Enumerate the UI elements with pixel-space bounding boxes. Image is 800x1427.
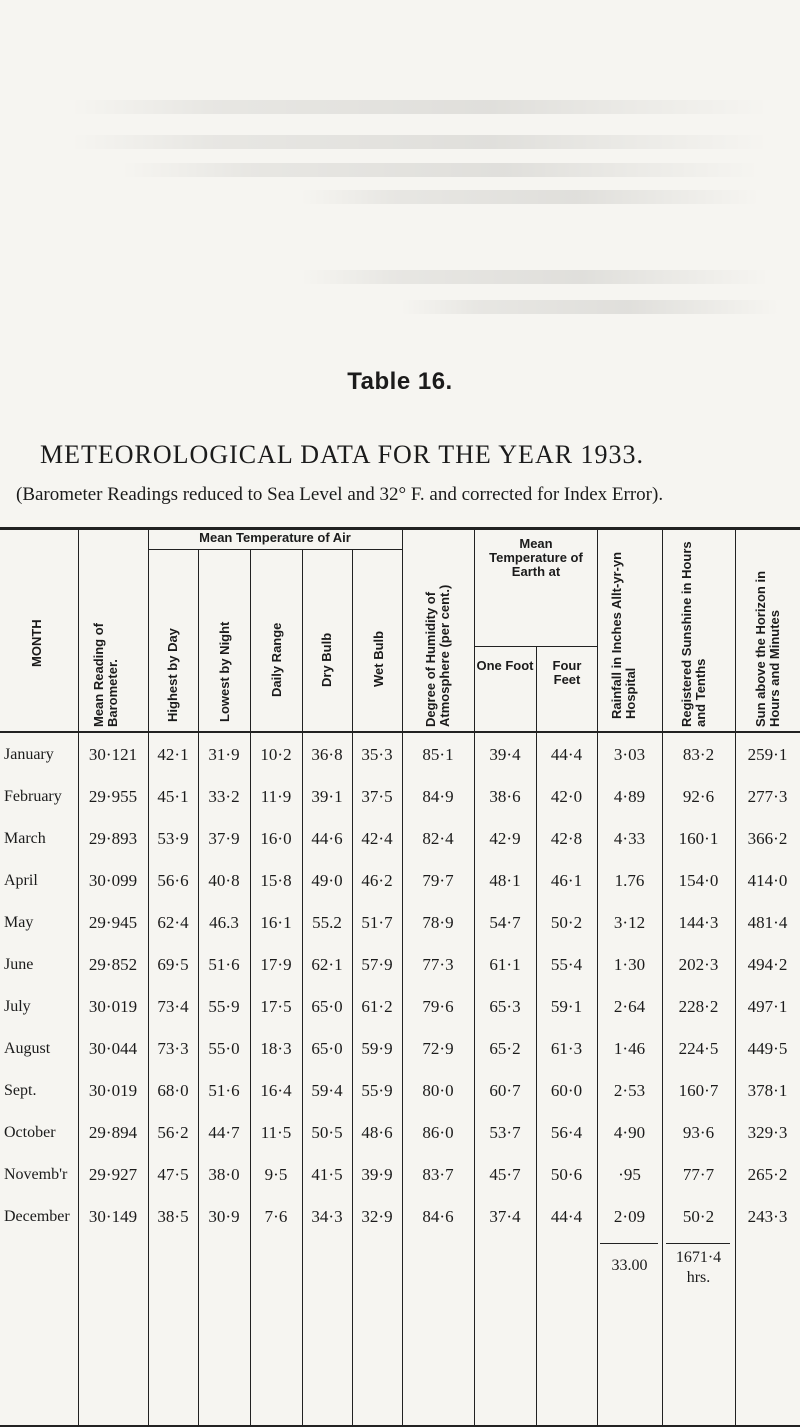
table-row: [0, 945, 800, 985]
cell-horizon: 494·2: [747, 955, 788, 974]
cell-high: 73·4: [157, 997, 189, 1016]
cell-dry: 44·6: [311, 829, 343, 848]
cell-wet: 61·2: [361, 997, 393, 1016]
cell-dry: 34·3: [311, 1207, 343, 1226]
cell-month: February: [4, 788, 62, 805]
cell-e1: 42·9: [489, 829, 521, 848]
cell-rain: 1·30: [613, 955, 646, 974]
cell-hum: 85·1: [422, 745, 454, 764]
cell-sun: 50·2: [682, 1207, 715, 1226]
table-row: [0, 1029, 800, 1069]
cell-low: 40·8: [208, 871, 240, 890]
table-top-rule: [0, 527, 800, 530]
cell-dry: 65·0: [311, 1039, 343, 1058]
cell-e1: 39·4: [489, 745, 521, 764]
cell-rain: 3·12: [613, 913, 646, 932]
table-row: [0, 861, 800, 901]
cell-sun: 144·3: [678, 913, 719, 932]
cell-e4: 56·4: [550, 1123, 583, 1142]
cell-horizon: 497·1: [747, 997, 788, 1016]
cell-month: March: [4, 830, 46, 847]
cell-e1: 38·6: [489, 787, 521, 806]
cell-hum: 82·4: [422, 829, 454, 848]
cell-baro: 30·149: [88, 1207, 138, 1226]
cell-rain: 1·46: [613, 1039, 646, 1058]
cell-range: 15·8: [260, 871, 292, 890]
cell-baro: 30·019: [88, 997, 138, 1016]
cell-e4: 50·6: [550, 1165, 583, 1184]
header-month: MONTH: [29, 619, 44, 667]
cell-range: 7·6: [264, 1207, 288, 1226]
cell-low: 30·9: [208, 1207, 240, 1226]
cell-month: December: [4, 1208, 70, 1225]
cell-e4: 44·4: [550, 745, 583, 764]
cell-baro: 30·099: [88, 871, 138, 890]
cell-range: 10·2: [260, 745, 292, 764]
header-dry-bulb: Dry Bulb: [319, 632, 334, 687]
cell-rain: 4·90: [613, 1123, 646, 1142]
cell-wet: 32·9: [361, 1207, 393, 1226]
cell-hum: 77·3: [422, 955, 454, 974]
header-lowest-night: Lowest by Night: [217, 621, 232, 722]
total-rainfall: 33.00: [611, 1257, 648, 1274]
cell-baro: 29·955: [88, 787, 138, 806]
cell-horizon: 481·4: [747, 913, 788, 932]
cell-rain: 4·89: [613, 787, 646, 806]
cell-wet: 46·2: [361, 871, 393, 890]
cell-range: 11·5: [260, 1123, 292, 1142]
table-row: [0, 1071, 800, 1111]
header-wet-bulb: Wet Bulb: [371, 630, 386, 687]
cell-e4: 44·4: [550, 1207, 583, 1226]
header-highest-day: Highest by Day: [165, 628, 180, 722]
cell-baro: 29·927: [88, 1165, 138, 1184]
header-one-foot: One Foot: [476, 658, 534, 673]
cell-e1: 60·7: [489, 1081, 521, 1100]
cell-e4: 42·0: [550, 787, 583, 806]
page-title: METEOROLOGICAL DATA FOR THE YEAR 1933.: [40, 440, 645, 469]
cell-high: 42·1: [157, 745, 189, 764]
cell-month: June: [4, 956, 34, 973]
cell-sun: 160·7: [678, 1081, 719, 1100]
cell-range: 9·5: [264, 1165, 288, 1184]
cell-dry: 36·8: [311, 745, 343, 764]
total-sunshine-unit: hrs.: [686, 1269, 711, 1286]
cell-sun: 77·7: [682, 1165, 715, 1184]
cell-wet: 42·4: [361, 829, 393, 848]
cell-month: July: [4, 998, 31, 1015]
cell-hum: 84·6: [422, 1207, 454, 1226]
cell-low: 51·6: [208, 1081, 240, 1100]
cell-high: 73·3: [157, 1039, 189, 1058]
cell-wet: 37·5: [361, 787, 393, 806]
header-sunshine: Registered Sunshine in Hours and Tenths: [679, 541, 708, 727]
cell-month: Novemb'r: [4, 1166, 68, 1183]
cell-horizon: 277·3: [747, 787, 788, 806]
table-row: [0, 1197, 800, 1237]
cell-wet: 55·9: [361, 1081, 393, 1100]
cell-month: August: [4, 1040, 51, 1057]
cell-dry: 41·5: [311, 1165, 343, 1184]
cell-month: October: [4, 1124, 56, 1141]
cell-range: 16·0: [260, 829, 292, 848]
cell-low: 37·9: [208, 829, 240, 848]
air-temp-rule: [148, 549, 402, 550]
header-rainfall: Rainfall in Inches Allt-yr-yn Hospital: [609, 551, 638, 719]
cell-horizon: 449·5: [747, 1039, 788, 1058]
cell-sun: 228·2: [678, 997, 719, 1016]
cell-dry: 55.2: [312, 913, 342, 932]
cell-low: 33·2: [208, 787, 240, 806]
cell-e1: 65·2: [489, 1039, 521, 1058]
cell-range: 16·1: [260, 913, 292, 932]
cell-low: 44·7: [208, 1123, 240, 1142]
table-row: [0, 903, 800, 943]
cell-sun: 83·2: [682, 745, 715, 764]
cell-baro: 30·019: [88, 1081, 138, 1100]
cell-low: 51·6: [208, 955, 240, 974]
cell-hum: 83·7: [422, 1165, 454, 1184]
table-label: Table 16.: [347, 368, 453, 395]
cell-hum: 84·9: [422, 787, 454, 806]
cell-e1: 53·7: [489, 1123, 521, 1142]
cell-range: 18·3: [260, 1039, 292, 1058]
cell-horizon: 265·2: [747, 1165, 788, 1184]
cell-rain: 2·64: [613, 997, 646, 1016]
cell-baro: 30·044: [88, 1039, 138, 1058]
cell-wet: 57·9: [361, 955, 393, 974]
cell-horizon: 378·1: [747, 1081, 788, 1100]
cell-baro: 29·894: [88, 1123, 138, 1142]
cell-low: 46.3: [209, 913, 239, 932]
cell-dry: 39·1: [311, 787, 343, 806]
cell-hum: 72·9: [422, 1039, 454, 1058]
cell-rain: 4·33: [613, 829, 646, 848]
header-bottom-rule: [0, 731, 800, 733]
header-sun-horizon: Sun above the Horizon in Hours and Minutes: [753, 570, 782, 727]
cell-horizon: 329·3: [747, 1123, 788, 1142]
cell-high: 69·5: [157, 955, 189, 974]
cell-range: 17·9: [260, 955, 292, 974]
header-humidity: Degree of Humidity of Atmosphere (per cent.): [423, 584, 452, 727]
header-mean-air-temp: Mean Temperature of Air: [199, 530, 351, 545]
cell-month: April: [4, 872, 38, 889]
cell-e1: 37·4: [489, 1207, 521, 1226]
table-row: [0, 987, 800, 1027]
cell-range: 11·9: [260, 787, 292, 806]
cell-month: January: [4, 746, 54, 763]
cell-e1: 48·1: [489, 871, 521, 890]
cell-sun: 160·1: [678, 829, 719, 848]
cell-wet: 48·6: [361, 1123, 393, 1142]
cell-high: 62·4: [157, 913, 189, 932]
cell-horizon: 414·0: [747, 871, 788, 890]
meteorological-table: [0, 527, 800, 1427]
cell-horizon: 259·1: [747, 745, 788, 764]
cell-e4: 46·1: [550, 871, 583, 890]
cell-month: Sept.: [4, 1082, 37, 1099]
cell-hum: 86·0: [422, 1123, 454, 1142]
cell-horizon: 366·2: [747, 829, 788, 848]
cell-high: 56·6: [157, 871, 189, 890]
cell-sun: 92·6: [682, 787, 715, 806]
cell-hum: 78·9: [422, 913, 454, 932]
cell-e4: 59·1: [550, 997, 583, 1016]
cell-hum: 80·0: [422, 1081, 454, 1100]
cell-e1: 45·7: [489, 1165, 521, 1184]
cell-rain: 3·03: [613, 745, 646, 764]
cell-range: 16·4: [260, 1081, 292, 1100]
cell-dry: 50·5: [311, 1123, 343, 1142]
cell-low: 38·0: [208, 1165, 240, 1184]
header-daily-range: Daily Range: [269, 622, 284, 697]
cell-wet: 59·9: [361, 1039, 393, 1058]
cell-low: 55·0: [208, 1039, 240, 1058]
header-earth-temp: Mean Temperature of Earth at: [489, 536, 583, 579]
cell-e4: 50·2: [550, 913, 583, 932]
cell-hum: 79·7: [422, 871, 454, 890]
cell-dry: 49·0: [311, 871, 343, 890]
cell-month: May: [4, 914, 34, 931]
cell-high: 53·9: [157, 829, 189, 848]
total-sunshine: 1671·4: [675, 1249, 722, 1266]
cell-wet: 51·7: [361, 913, 393, 932]
cell-high: 47·5: [157, 1165, 189, 1184]
cell-e1: 65·3: [489, 997, 521, 1016]
cell-wet: 39·9: [361, 1165, 393, 1184]
cell-sun: 154·0: [678, 871, 719, 890]
table-row: [0, 1113, 800, 1153]
cell-wet: 35·3: [361, 745, 393, 764]
cell-baro: 29·893: [88, 829, 138, 848]
cell-baro: 30·121: [88, 745, 138, 764]
cell-e4: 60·0: [550, 1081, 583, 1100]
cell-rain: 2·09: [613, 1207, 646, 1226]
cell-e1: 61·1: [489, 955, 521, 974]
cell-baro: 29·945: [88, 913, 138, 932]
cell-baro: 29·852: [88, 955, 138, 974]
table-row: [0, 1155, 800, 1195]
cell-low: 55·9: [208, 997, 240, 1016]
cell-e1: 54·7: [489, 913, 521, 932]
cell-hum: 79·6: [422, 997, 454, 1016]
cell-high: 45·1: [157, 787, 189, 806]
table-row: [0, 735, 800, 775]
cell-sun: 224·5: [678, 1039, 719, 1058]
header-barometer: Mean Reading of Barometer.: [91, 622, 120, 727]
cell-horizon: 243·3: [747, 1207, 788, 1226]
cell-e4: 61·3: [550, 1039, 583, 1058]
cell-rain: ·95: [618, 1165, 641, 1184]
cell-e4: 55·4: [550, 955, 583, 974]
cell-low: 31·9: [208, 745, 240, 764]
cell-high: 56·2: [157, 1123, 189, 1142]
cell-high: 38·5: [157, 1207, 189, 1226]
bleed-through-background: [0, 0, 800, 340]
table-row: [0, 777, 800, 817]
cell-dry: 59·4: [311, 1081, 343, 1100]
cell-dry: 62·1: [311, 955, 343, 974]
cell-sun: 93·6: [682, 1123, 715, 1142]
cell-high: 68·0: [157, 1081, 189, 1100]
page-subtitle: (Barometer Readings reduced to Sea Level and 32° F. and corrected for Index Error).: [16, 484, 664, 505]
table-row: [0, 819, 800, 859]
cell-e4: 42·8: [550, 829, 583, 848]
cell-dry: 65·0: [311, 997, 343, 1016]
cell-sun: 202·3: [678, 955, 719, 974]
header-four-feet: Four Feet: [552, 658, 582, 687]
cell-rain: 2·53: [613, 1081, 646, 1100]
cell-rain: 1.76: [614, 871, 645, 890]
cell-range: 17·5: [260, 997, 292, 1016]
